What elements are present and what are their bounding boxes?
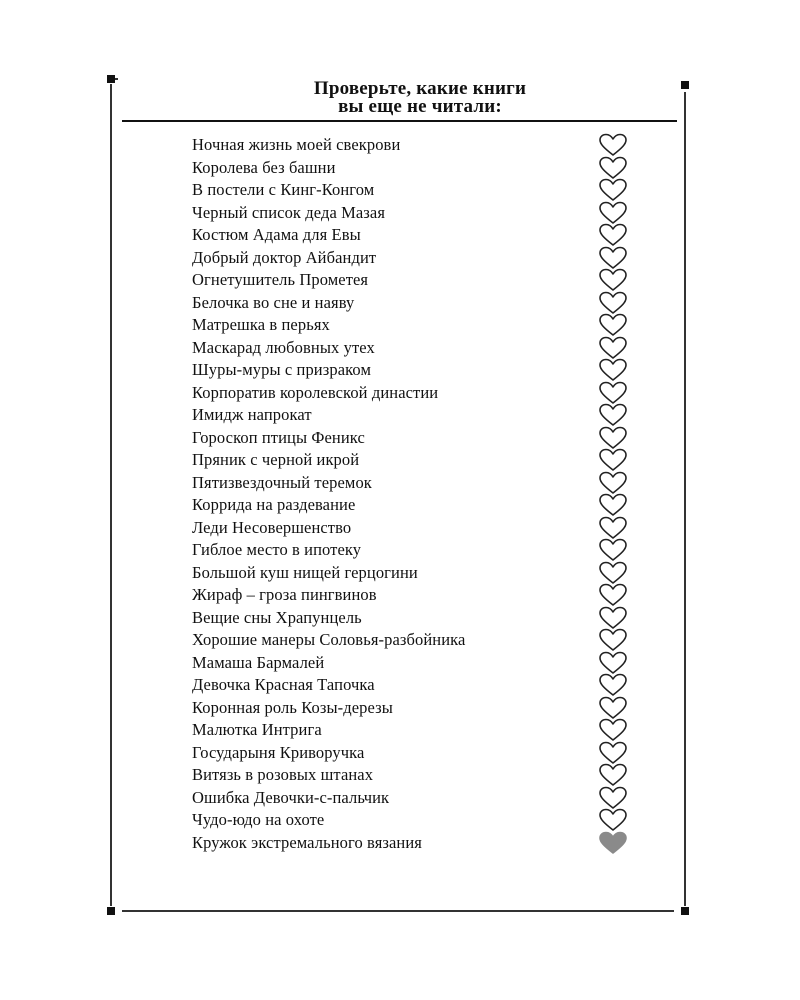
book-title: Пряник с черной икрой <box>192 450 360 470</box>
book-title: Пятизвездочный теремок <box>192 472 372 492</box>
book-title: Огнетушитель Прометея <box>192 270 369 290</box>
heart-outline-icon[interactable] <box>598 696 628 720</box>
heart-outline-icon[interactable] <box>598 336 628 360</box>
list-item <box>192 719 672 742</box>
list-item <box>192 494 672 517</box>
book-title: Девочка Красная Тапочка <box>192 675 375 695</box>
book-title: Шуры-муры с призраком <box>192 360 371 380</box>
book-checklist-card <box>110 78 686 912</box>
list-item <box>192 179 672 202</box>
list-item <box>192 134 672 157</box>
book-title: Чудо-юдо на охоте <box>192 810 325 830</box>
list-item <box>192 674 672 697</box>
list-item <box>192 404 672 427</box>
heart-outline-icon[interactable] <box>598 606 628 630</box>
list-item <box>192 764 672 787</box>
heart-outline-icon[interactable] <box>598 561 628 585</box>
heart-outline-icon[interactable] <box>598 808 628 832</box>
heart-outline-icon[interactable] <box>598 223 628 247</box>
book-title: Малютка Интрига <box>192 720 322 740</box>
book-title: Кружок экстремального вязания <box>192 832 422 852</box>
book-title: Матрешка в перьях <box>192 315 330 335</box>
heart-filled-icon[interactable] <box>598 831 628 855</box>
heart-outline-icon[interactable] <box>598 718 628 742</box>
list-item <box>192 202 672 225</box>
heart-outline-icon[interactable] <box>598 313 628 337</box>
book-title: Черный список деда Мазая <box>192 202 386 222</box>
heart-outline-icon[interactable] <box>598 156 628 180</box>
heart-outline-icon[interactable] <box>598 516 628 540</box>
book-title: Мамаша Бармалей <box>192 652 325 672</box>
book-title: Корпоратив королевской династии <box>192 382 439 402</box>
heart-outline-icon[interactable] <box>598 786 628 810</box>
heart-outline-icon[interactable] <box>598 381 628 405</box>
heart-outline-icon[interactable] <box>598 403 628 427</box>
list-item <box>192 247 672 270</box>
list-item <box>192 224 672 247</box>
heart-outline-icon[interactable] <box>598 178 628 202</box>
list-item <box>192 607 672 630</box>
book-title: Ошибка Девочки-с-пальчик <box>192 787 390 807</box>
list-item <box>192 427 672 450</box>
heart-outline-icon[interactable] <box>598 493 628 517</box>
book-title: Маскарад любовных утех <box>192 337 375 357</box>
list-item <box>192 292 672 315</box>
list-item <box>192 359 672 382</box>
heart-outline-icon[interactable] <box>598 471 628 495</box>
list-item <box>192 562 672 585</box>
list-item <box>192 337 672 360</box>
heart-outline-icon[interactable] <box>598 448 628 472</box>
list-item <box>192 652 672 675</box>
book-title: Имидж напрокат <box>192 405 312 425</box>
book-title: Гороскоп птицы Феникс <box>192 427 365 447</box>
heart-outline-icon[interactable] <box>598 291 628 315</box>
list-item <box>192 517 672 540</box>
heart-outline-icon[interactable] <box>598 358 628 382</box>
heart-outline-icon[interactable] <box>598 651 628 675</box>
corner-bottom-right-mark <box>681 907 689 915</box>
checklist-title: Проверьте, какие книги вы еще не читали: <box>313 78 527 117</box>
book-list <box>192 134 672 854</box>
heart-outline-icon[interactable] <box>598 673 628 697</box>
book-title: Белочка во сне и наяву <box>192 292 355 312</box>
frame-right-edge <box>684 92 686 906</box>
list-item <box>192 787 672 810</box>
list-item <box>192 269 672 292</box>
list-item <box>192 629 672 652</box>
list-item <box>192 157 672 180</box>
header-divider <box>122 120 677 122</box>
heart-outline-icon[interactable] <box>598 201 628 225</box>
book-title: Коронная роль Козы-дерезы <box>192 697 393 717</box>
heart-outline-icon[interactable] <box>598 246 628 270</box>
book-title: В постели с Кинг-Конгом <box>192 180 375 200</box>
heart-outline-icon[interactable] <box>598 426 628 450</box>
corner-top-left-mark <box>107 75 115 83</box>
corner-top-right-mark <box>681 81 689 89</box>
book-title: Гиблое место в ипотеку <box>192 540 362 560</box>
book-title: Добрый доктор Айбандит <box>192 247 377 267</box>
checklist-header <box>122 80 678 116</box>
heart-outline-icon[interactable] <box>598 538 628 562</box>
book-title: Хорошие манеры Соловья-разбойника <box>192 630 466 650</box>
heart-outline-icon[interactable] <box>598 628 628 652</box>
book-title: Витязь в розовых штанах <box>192 765 374 785</box>
book-title: Жираф – гроза пингвинов <box>192 585 377 605</box>
heart-outline-icon[interactable] <box>598 763 628 787</box>
list-item <box>192 809 672 832</box>
book-title: Костюм Адама для Евы <box>192 225 361 245</box>
list-item <box>192 472 672 495</box>
list-item <box>192 539 672 562</box>
frame-left-edge <box>110 84 112 906</box>
book-title: Государыня Криворучка <box>192 742 365 762</box>
book-title: Коррида на раздевание <box>192 495 356 515</box>
heart-outline-icon[interactable] <box>598 268 628 292</box>
corner-bottom-left-mark <box>107 907 115 915</box>
list-item <box>192 584 672 607</box>
list-item <box>192 314 672 337</box>
book-title: Вещие сны Храпунцель <box>192 607 362 627</box>
list-item <box>192 449 672 472</box>
heart-outline-icon[interactable] <box>598 133 628 157</box>
book-title: Ночная жизнь моей свекрови <box>192 135 401 155</box>
heart-outline-icon[interactable] <box>598 583 628 607</box>
book-title: Большой куш нищей герцогини <box>192 562 418 582</box>
frame-bottom-edge <box>122 910 674 912</box>
list-item <box>192 832 672 855</box>
list-item <box>192 742 672 765</box>
list-item <box>192 382 672 405</box>
book-title: Королева без башни <box>192 157 336 177</box>
heart-outline-icon[interactable] <box>598 741 628 765</box>
list-item <box>192 697 672 720</box>
book-title: Леди Несовершенство <box>192 517 352 537</box>
